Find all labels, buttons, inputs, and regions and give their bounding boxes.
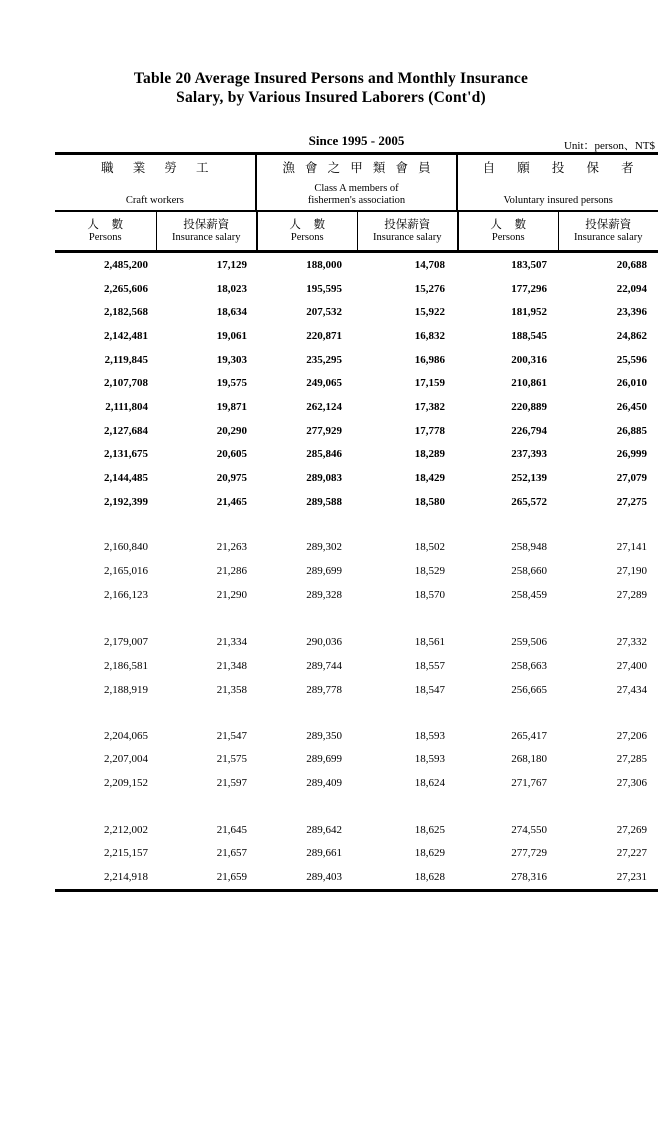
cell-craft_persons: 2,107,708 xyxy=(104,377,148,390)
cell-voluntary_persons: 177,296 xyxy=(511,282,547,295)
cell-fisher_persons: 289,328 xyxy=(306,588,342,601)
cell-fisher_persons: 262,124 xyxy=(306,400,342,413)
cell-voluntary_salary: 22,094 xyxy=(616,282,647,295)
group-header-voluntary xyxy=(456,155,658,210)
subheader-craft-salary xyxy=(156,212,257,250)
table-row xyxy=(55,747,658,771)
cell-voluntary_salary: 26,010 xyxy=(616,377,647,390)
cell-fisher_persons: 290,036 xyxy=(306,636,342,649)
table-group-header-row xyxy=(55,155,658,212)
cell-fisher_persons: 277,929 xyxy=(306,424,342,437)
cell-fisher_salary: 18,593 xyxy=(414,753,445,766)
cell-fisher_salary: 18,629 xyxy=(414,847,445,860)
cell-voluntary_salary: 27,275 xyxy=(616,495,647,508)
cell-craft_persons: 2,182,568 xyxy=(104,306,148,319)
table-row xyxy=(55,654,658,678)
cell-voluntary_persons: 259,506 xyxy=(511,636,547,649)
cell-fisher_persons: 207,532 xyxy=(306,306,342,319)
cell-voluntary_persons: 256,665 xyxy=(511,683,547,696)
subheader-craft-persons xyxy=(55,212,156,250)
cell-voluntary_salary: 26,885 xyxy=(616,424,647,437)
subheader-en: Insurance salary xyxy=(573,231,643,243)
row-block-3 xyxy=(55,631,658,702)
group-header-fishermen xyxy=(255,155,457,210)
table-row xyxy=(55,865,658,889)
cell-voluntary_salary: 27,400 xyxy=(616,660,647,673)
cell-fisher_persons: 289,588 xyxy=(306,495,342,508)
cell-craft_persons: 2,131,675 xyxy=(104,448,148,461)
cell-craft_salary: 21,575 xyxy=(216,753,247,766)
cell-voluntary_salary: 27,206 xyxy=(616,729,647,742)
group-en-label: Craft workers xyxy=(125,194,184,206)
cell-fisher_salary: 18,502 xyxy=(414,541,445,554)
cell-fisher_salary: 16,986 xyxy=(414,353,445,366)
cell-voluntary_salary: 26,999 xyxy=(616,448,647,461)
group-en-label-line2: fishermen's association xyxy=(307,194,406,206)
cell-fisher_salary: 18,289 xyxy=(414,448,445,461)
subheader-zh: 投保薪資 xyxy=(585,218,632,231)
cell-craft_salary: 21,465 xyxy=(216,495,247,508)
cell-fisher_persons: 289,642 xyxy=(306,823,342,836)
cell-voluntary_salary: 24,862 xyxy=(616,329,647,342)
cell-craft_persons: 2,179,007 xyxy=(104,636,148,649)
cell-craft_persons: 2,142,481 xyxy=(104,329,148,342)
cell-fisher_salary: 17,778 xyxy=(414,424,445,437)
page-title xyxy=(0,69,662,107)
subheader-zh: 投保薪資 xyxy=(384,218,431,231)
cell-fisher_salary: 18,625 xyxy=(414,823,445,836)
cell-voluntary_persons: 278,316 xyxy=(511,870,547,883)
cell-fisher_salary: 18,429 xyxy=(414,472,445,485)
subtitle-text: Since 1995 - 2005 xyxy=(308,133,405,148)
cell-fisher_salary: 18,561 xyxy=(414,636,445,649)
row-block-5 xyxy=(55,818,658,889)
cell-craft_salary: 21,547 xyxy=(216,729,247,742)
row-block-4 xyxy=(55,724,658,795)
cell-fisher_persons: 188,000 xyxy=(306,258,342,271)
cell-voluntary_salary: 27,289 xyxy=(616,588,647,601)
cell-voluntary_persons: 200,316 xyxy=(511,353,547,366)
table-row xyxy=(55,277,658,301)
subheader-zh: 投保薪資 xyxy=(183,218,230,231)
cell-voluntary_persons: 226,794 xyxy=(511,424,547,437)
cell-fisher_salary: 18,529 xyxy=(414,565,445,578)
cell-voluntary_persons: 258,660 xyxy=(511,565,547,578)
table-body xyxy=(55,253,658,889)
cell-voluntary_persons: 252,139 xyxy=(511,472,547,485)
cell-voluntary_persons: 181,952 xyxy=(511,306,547,319)
table-row xyxy=(55,724,658,748)
cell-voluntary_persons: 237,393 xyxy=(511,448,547,461)
insurance-table xyxy=(55,152,658,892)
cell-craft_salary: 20,290 xyxy=(216,424,247,437)
cell-craft_persons: 2,204,065 xyxy=(104,729,148,742)
cell-voluntary_persons: 220,889 xyxy=(511,400,547,413)
cell-fisher_persons: 289,661 xyxy=(306,847,342,860)
group-zh-label: 漁 會 之 甲 類 會 員 xyxy=(282,161,431,175)
cell-fisher_salary: 18,593 xyxy=(414,729,445,742)
table-subheader-row xyxy=(55,212,658,253)
cell-fisher_persons: 289,699 xyxy=(306,565,342,578)
cell-fisher_salary: 18,624 xyxy=(414,776,445,789)
cell-fisher_persons: 289,699 xyxy=(306,753,342,766)
cell-craft_persons: 2,212,002 xyxy=(104,823,148,836)
cell-craft_salary: 19,575 xyxy=(216,377,247,390)
cell-voluntary_salary: 27,306 xyxy=(616,776,647,789)
cell-craft_persons: 2,485,200 xyxy=(104,258,148,271)
cell-fisher_persons: 289,302 xyxy=(306,541,342,554)
table-row xyxy=(55,583,658,607)
cell-fisher_salary: 14,708 xyxy=(414,258,445,271)
table-row xyxy=(55,559,658,583)
cell-voluntary_salary: 27,434 xyxy=(616,683,647,696)
subheader-en: Persons xyxy=(491,231,525,243)
cell-fisher_salary: 15,276 xyxy=(414,282,445,295)
table-row xyxy=(55,395,658,419)
subheader-en: Persons xyxy=(88,231,122,243)
subheader-voluntary-persons xyxy=(457,212,558,250)
subheader-zh: 人 數 xyxy=(289,218,326,231)
cell-craft_salary: 21,290 xyxy=(216,588,247,601)
cell-fisher_persons: 195,595 xyxy=(306,282,342,295)
table-row xyxy=(55,841,658,865)
cell-craft_salary: 21,334 xyxy=(216,636,247,649)
cell-voluntary_persons: 271,767 xyxy=(511,776,547,789)
subheader-en: Persons xyxy=(290,231,324,243)
cell-craft_salary: 20,605 xyxy=(216,448,247,461)
group-zh-label: 自 願 投 保 者 xyxy=(482,161,634,175)
table-row xyxy=(55,678,658,702)
cell-fisher_salary: 15,922 xyxy=(414,306,445,319)
table-row xyxy=(55,490,658,514)
cell-fisher_persons: 289,409 xyxy=(306,776,342,789)
cell-craft_persons: 2,188,919 xyxy=(104,683,148,696)
cell-craft_salary: 18,023 xyxy=(216,282,247,295)
group-en-label: Voluntary insured persons xyxy=(503,194,613,206)
cell-craft_salary: 21,657 xyxy=(216,847,247,860)
cell-craft_persons: 2,192,399 xyxy=(104,495,148,508)
cell-fisher_persons: 285,846 xyxy=(306,448,342,461)
cell-voluntary_persons: 183,507 xyxy=(511,258,547,271)
cell-voluntary_persons: 274,550 xyxy=(511,823,547,836)
table-row xyxy=(55,631,658,655)
cell-fisher_salary: 18,557 xyxy=(414,660,445,673)
cell-voluntary_salary: 27,231 xyxy=(616,870,647,883)
cell-fisher_persons: 289,778 xyxy=(306,683,342,696)
cell-craft_salary: 21,263 xyxy=(216,541,247,554)
table-row xyxy=(55,818,658,842)
cell-craft_salary: 19,871 xyxy=(216,400,247,413)
cell-fisher_persons: 249,065 xyxy=(306,377,342,390)
cell-fisher_persons: 289,744 xyxy=(306,660,342,673)
cell-craft_salary: 19,303 xyxy=(216,353,247,366)
cell-voluntary_salary: 27,079 xyxy=(616,472,647,485)
table-row xyxy=(55,536,658,560)
table-row xyxy=(55,324,658,348)
cell-voluntary_salary: 27,269 xyxy=(616,823,647,836)
cell-craft_salary: 19,061 xyxy=(216,329,247,342)
unit-label: Unit：person、NT$ xyxy=(563,140,655,152)
cell-craft_persons: 2,186,581 xyxy=(104,660,148,673)
cell-craft_persons: 2,127,684 xyxy=(104,424,148,437)
cell-craft_persons: 2,214,918 xyxy=(104,870,148,883)
table-row xyxy=(55,419,658,443)
cell-voluntary_salary: 27,332 xyxy=(616,636,647,649)
cell-craft_salary: 21,286 xyxy=(216,565,247,578)
cell-craft_salary: 17,129 xyxy=(216,258,247,271)
cell-voluntary_persons: 258,663 xyxy=(511,660,547,673)
subheader-en: Insurance salary xyxy=(372,231,442,243)
row-block-2 xyxy=(55,536,658,607)
row-block-1 xyxy=(55,253,658,514)
cell-craft_persons: 2,166,123 xyxy=(104,588,148,601)
cell-fisher_salary: 17,159 xyxy=(414,377,445,390)
cell-voluntary_persons: 265,417 xyxy=(511,729,547,742)
cell-voluntary_salary: 27,285 xyxy=(616,753,647,766)
cell-fisher_persons: 289,350 xyxy=(306,729,342,742)
cell-craft_salary: 20,975 xyxy=(216,472,247,485)
cell-craft_persons: 2,144,485 xyxy=(104,472,148,485)
cell-fisher_salary: 18,570 xyxy=(414,588,445,601)
group-zh-label: 職 業 勞 工 xyxy=(101,161,209,175)
cell-craft_persons: 2,111,804 xyxy=(105,400,148,413)
subheader-en: Insurance salary xyxy=(171,231,241,243)
cell-craft_persons: 2,265,606 xyxy=(104,282,148,295)
table-row xyxy=(55,443,658,467)
subheader-zh: 人 數 xyxy=(87,218,124,231)
cell-fisher_persons: 289,403 xyxy=(306,870,342,883)
table-row xyxy=(55,348,658,372)
cell-craft_salary: 21,358 xyxy=(216,683,247,696)
table-row xyxy=(55,253,658,277)
cell-craft_persons: 2,119,845 xyxy=(104,353,148,366)
cell-voluntary_persons: 268,180 xyxy=(511,753,547,766)
cell-fisher_persons: 220,871 xyxy=(306,329,342,342)
cell-voluntary_salary: 25,596 xyxy=(616,353,647,366)
subheader-voluntary-salary xyxy=(558,212,659,250)
cell-fisher_salary: 18,628 xyxy=(414,870,445,883)
cell-fisher_salary: 18,580 xyxy=(414,495,445,508)
cell-fisher_salary: 16,832 xyxy=(414,329,445,342)
cell-craft_salary: 21,348 xyxy=(216,660,247,673)
cell-craft_persons: 2,207,004 xyxy=(104,753,148,766)
title-line-2: Salary, by Various Insured Laborers (Cont'd) xyxy=(176,89,486,106)
cell-craft_persons: 2,160,840 xyxy=(104,541,148,554)
cell-voluntary_persons: 210,861 xyxy=(511,377,547,390)
cell-fisher_salary: 17,382 xyxy=(414,400,445,413)
group-en-label-line1: Class A members of xyxy=(314,183,399,194)
cell-voluntary_persons: 258,459 xyxy=(511,588,547,601)
subheader-zh: 人 數 xyxy=(490,218,527,231)
table-row xyxy=(55,466,658,490)
cell-voluntary_salary: 26,450 xyxy=(616,400,647,413)
subheader-fisher-persons xyxy=(256,212,357,250)
cell-voluntary_persons: 188,545 xyxy=(511,329,547,342)
cell-voluntary_persons: 265,572 xyxy=(511,495,547,508)
cell-craft_persons: 2,209,152 xyxy=(104,776,148,789)
cell-voluntary_persons: 277,729 xyxy=(511,847,547,860)
subheader-fisher-salary xyxy=(357,212,458,250)
cell-voluntary_salary: 27,141 xyxy=(616,541,647,554)
cell-voluntary_salary: 20,688 xyxy=(616,258,647,271)
cell-craft_salary: 21,597 xyxy=(216,776,247,789)
table-row xyxy=(55,771,658,795)
cell-craft_persons: 2,165,016 xyxy=(104,565,148,578)
group-header-craft-workers xyxy=(55,155,255,210)
cell-craft_persons: 2,215,157 xyxy=(104,847,148,860)
cell-fisher_persons: 235,295 xyxy=(306,353,342,366)
title-line-1: Table 20 Average Insured Persons and Monthly Insurance xyxy=(133,70,529,87)
cell-voluntary_persons: 258,948 xyxy=(511,541,547,554)
cell-craft_salary: 18,634 xyxy=(216,306,247,319)
cell-fisher_salary: 18,547 xyxy=(414,683,445,696)
cell-voluntary_salary: 27,227 xyxy=(616,847,647,860)
table-row xyxy=(55,300,658,324)
cell-craft_salary: 21,645 xyxy=(216,823,247,836)
table-row xyxy=(55,371,658,395)
cell-voluntary_salary: 27,190 xyxy=(616,565,647,578)
cell-craft_salary: 21,659 xyxy=(216,870,247,883)
cell-fisher_persons: 289,083 xyxy=(306,472,342,485)
cell-voluntary_salary: 23,396 xyxy=(616,306,647,319)
